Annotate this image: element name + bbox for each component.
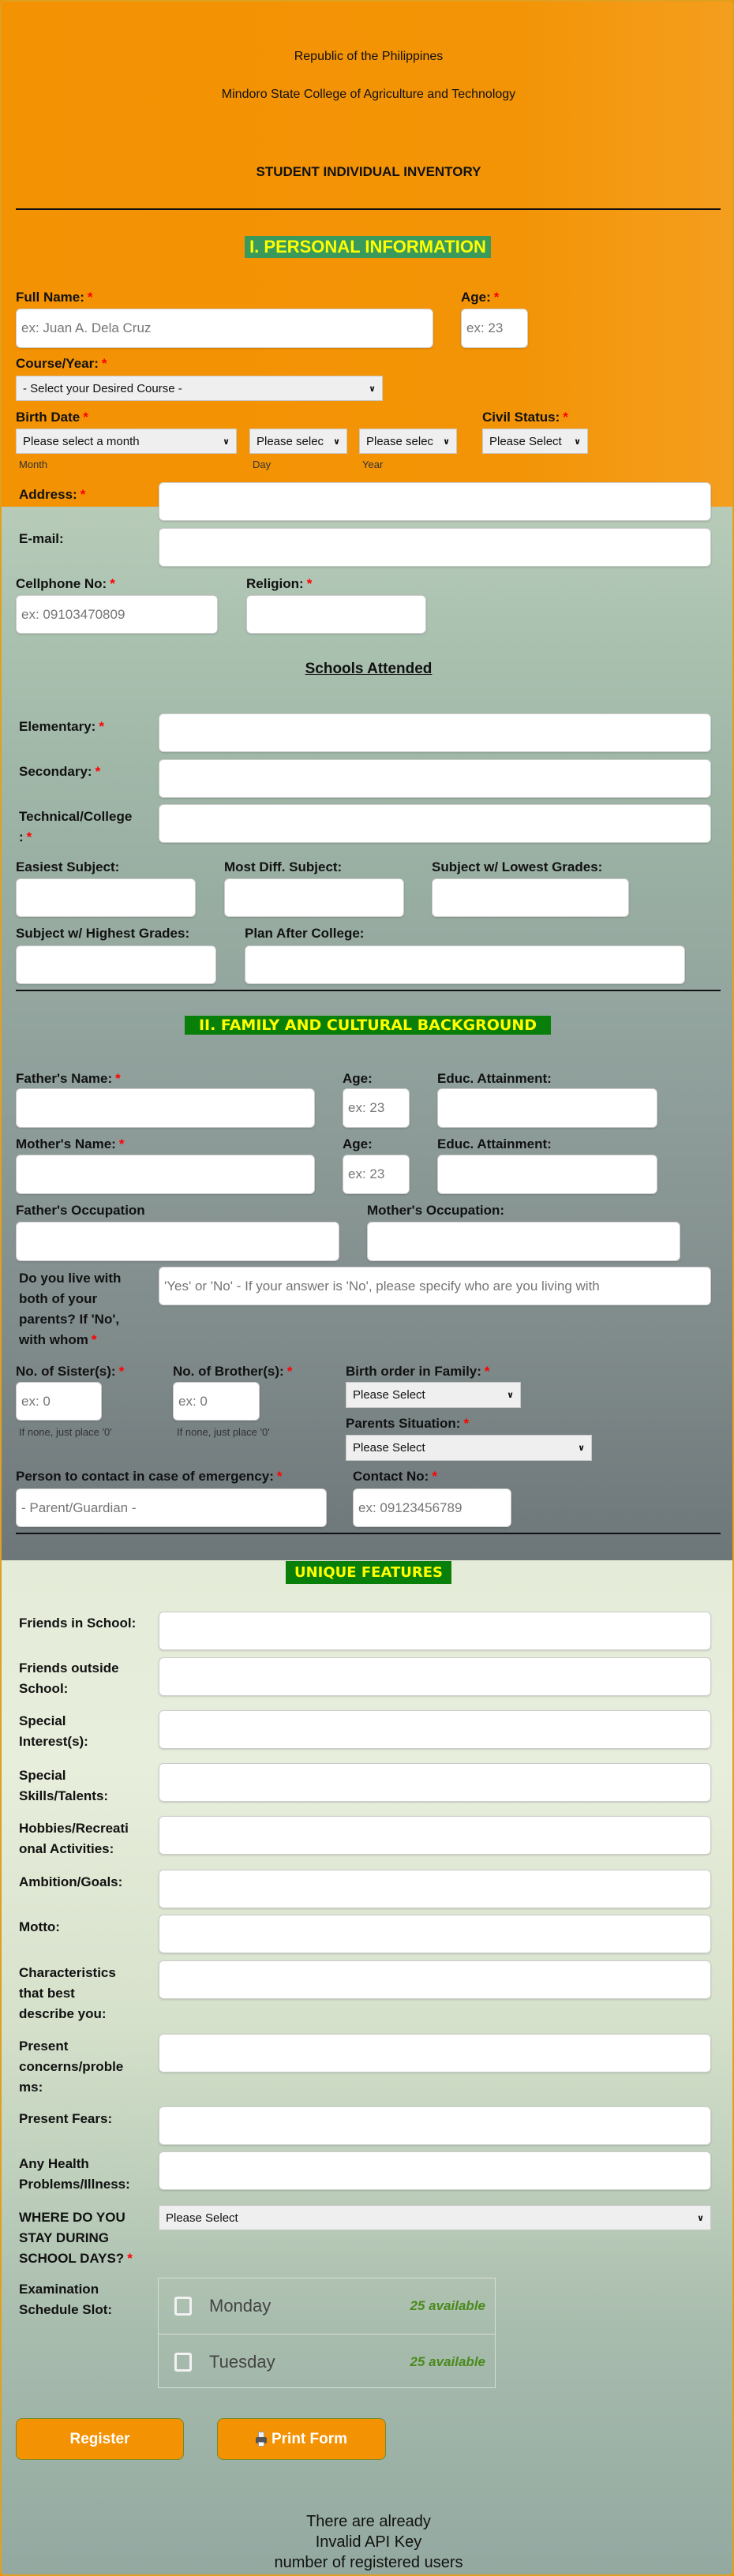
father-occupation-input[interactable] [16, 1222, 339, 1261]
health-problems-input[interactable] [159, 2151, 711, 2190]
cellphone-input[interactable] [16, 595, 218, 634]
slot-day-label: Tuesday [209, 2351, 275, 2372]
elementary-input[interactable] [159, 713, 711, 752]
friends-outside-school-input[interactable] [159, 1657, 711, 1696]
father-occupation-label: Father's Occupation [16, 1203, 145, 1218]
print-form-button[interactable]: Print Form [217, 2418, 386, 2460]
highest-grades-input[interactable] [16, 945, 216, 984]
brothers-input[interactable] [173, 1382, 260, 1421]
exam-slot-option-monday[interactable] [159, 2278, 495, 2334]
health-problems-label: Any Health Problems/Illness: [19, 2156, 130, 2192]
lowest-grades-input[interactable] [432, 878, 629, 917]
full-name-label: Full Name: * [16, 290, 93, 305]
course-year-label: Course/Year: * [16, 356, 107, 371]
father-name-input[interactable] [16, 1088, 315, 1128]
slot-availability: 25 available [410, 2353, 485, 2369]
address-input[interactable] [159, 482, 711, 521]
mother-age-label: Age: [343, 1136, 373, 1151]
chevron-down-icon: ∨ [697, 2213, 704, 2223]
mother-name-input[interactable] [16, 1155, 315, 1194]
birth-month-select[interactable]: Please select a month ∨ [16, 429, 237, 454]
birth-date-label: Birth Date * [16, 410, 88, 425]
present-fears-label: Present Fears: [19, 2111, 113, 2126]
special-interests-label: Special Interest(s): [19, 1713, 88, 1749]
slot-day-label: Monday [209, 2296, 272, 2316]
emergency-contact-label: Person to contact in case of emergency: * [16, 1469, 283, 1484]
parents-situation-select[interactable]: Please Select ∨ [346, 1435, 592, 1461]
present-fears-input[interactable] [159, 2106, 711, 2145]
mother-educ-input[interactable] [437, 1155, 657, 1194]
friends-in-school-input[interactable] [159, 1612, 711, 1650]
register-button[interactable]: Register [16, 2418, 184, 2460]
birth-order-label: Birth order in Family: * [346, 1364, 490, 1379]
father-age-label: Age: [343, 1071, 373, 1086]
mother-name-label: Mother's Name: * [16, 1136, 125, 1151]
special-skills-input[interactable] [159, 1763, 711, 1802]
highest-grades-label: Subject w/ Highest Grades: [16, 926, 190, 941]
stay-during-school-select[interactable]: Please Select ∨ [159, 2205, 711, 2230]
sisters-label: No. of Sister(s): * [16, 1364, 125, 1379]
email-label: E-mail: [19, 531, 64, 546]
email-input[interactable] [159, 528, 711, 567]
year-sublabel: Year [362, 459, 384, 470]
lowest-grades-label: Subject w/ Lowest Grades: [432, 859, 603, 874]
most-diff-subject-input[interactable] [224, 878, 404, 917]
chevron-down-icon: ∨ [223, 436, 230, 447]
section-heading-personal-information: I. PERSONAL INFORMATION [245, 236, 491, 258]
checkbox[interactable] [174, 2353, 192, 2372]
age-label: Age: * [461, 290, 500, 305]
father-age-input[interactable] [343, 1088, 410, 1128]
footer-line-3: number of registered users [274, 2554, 463, 2571]
plan-after-college-input[interactable] [245, 945, 685, 984]
divider [16, 1533, 721, 1534]
live-with-parents-input[interactable] [159, 1267, 711, 1305]
elementary-label: Elementary: * [19, 719, 104, 734]
section-heading-unique-features: UNIQUE FEATURES [286, 1561, 451, 1584]
plan-after-college-label: Plan After College: [245, 926, 365, 941]
characteristics-label: Characteristics that best describe you: [19, 1965, 116, 2021]
chevron-down-icon: ∨ [333, 436, 340, 447]
civil-status-label: Civil Status: * [482, 410, 568, 425]
footer-line-2: Invalid API Key [315, 2533, 422, 2551]
printer-icon [256, 2432, 267, 2447]
hobbies-label: Hobbies/Recreati onal Activities: [19, 1821, 129, 1856]
emergency-contact-input[interactable] [16, 1488, 327, 1527]
section-heading-family-background: II. FAMILY AND CULTURAL BACKGROUND [185, 1016, 551, 1035]
course-year-select[interactable]: - Select your Desired Course - ∨ [16, 376, 383, 401]
friends-in-school-label: Friends in School: [19, 1616, 137, 1631]
live-with-parents-label: Do you live with both of your parents? If 'No', with whom * [19, 1271, 122, 1347]
footer-line-1: There are already [306, 2513, 431, 2530]
easiest-subject-label: Easiest Subject: [16, 859, 120, 874]
characteristics-input[interactable] [159, 1960, 711, 1999]
chevron-down-icon: ∨ [507, 1391, 514, 1400]
motto-label: Motto: [19, 1919, 60, 1934]
special-skills-label: Special Skills/Talents: [19, 1768, 109, 1803]
mother-age-input[interactable] [343, 1155, 410, 1194]
technical-college-input[interactable] [159, 804, 711, 843]
age-input[interactable] [461, 309, 528, 348]
friends-outside-school-label: Friends outside School: [19, 1661, 119, 1696]
sisters-input[interactable] [16, 1382, 102, 1421]
father-name-label: Father's Name: * [16, 1071, 121, 1086]
exam-slot-option-tuesday[interactable] [159, 2334, 495, 2389]
secondary-input[interactable] [159, 759, 711, 798]
schools-attended-heading: Schools Attended [305, 661, 433, 677]
address-label: Address: * [19, 487, 86, 502]
chevron-down-icon: ∨ [574, 436, 581, 447]
chevron-down-icon: ∨ [578, 1443, 585, 1453]
form-title: STUDENT INDIVIDUAL INVENTORY [256, 164, 481, 179]
father-educ-input[interactable] [437, 1088, 657, 1128]
easiest-subject-input[interactable] [16, 878, 196, 917]
religion-label: Religion: * [246, 576, 313, 591]
civil-status-select[interactable]: Please Select ∨ [482, 429, 588, 454]
month-sublabel: Month [19, 459, 48, 470]
exam-slot-group [158, 2278, 496, 2388]
religion-input[interactable] [246, 595, 426, 634]
ambition-goals-input[interactable] [159, 1870, 711, 1908]
parents-situation-label: Parents Situation: * [346, 1416, 470, 1431]
brothers-label: No. of Brother(s): * [173, 1364, 293, 1379]
most-diff-subject-label: Most Diff. Subject: [224, 859, 343, 874]
ambition-goals-label: Ambition/Goals: [19, 1874, 123, 1889]
exam-slot-label: Examination Schedule Slot: [19, 2282, 113, 2317]
header-republic: Republic of the Philippines [294, 50, 444, 63]
chevron-down-icon: ∨ [369, 384, 376, 394]
present-concerns-input[interactable] [159, 2034, 711, 2072]
present-concerns-label: Present concerns/proble ms: [19, 2039, 124, 2095]
contact-no-input[interactable] [353, 1488, 511, 1527]
slot-availability: 25 available [410, 2298, 485, 2313]
birth-day-select[interactable]: Please selec ∨ [249, 429, 347, 454]
stay-during-school-label: WHERE DO YOU STAY DURING SCHOOL DAYS? * [19, 2210, 133, 2266]
chevron-down-icon: ∨ [443, 436, 450, 447]
motto-input[interactable] [159, 1915, 711, 1953]
technical-college-label: Technical/College : * [19, 809, 133, 844]
divider [16, 990, 721, 991]
father-educ-label: Educ. Attainment: [437, 1071, 552, 1086]
brothers-hint: If none, just place '0' [177, 1426, 270, 1438]
checkbox[interactable] [174, 2297, 192, 2316]
hobbies-input[interactable] [159, 1816, 711, 1855]
birth-year-select[interactable]: Please selec ∨ [359, 429, 457, 454]
contact-no-label: Contact No: * [353, 1469, 437, 1484]
divider [16, 208, 721, 210]
cellphone-label: Cellphone No: * [16, 576, 115, 591]
birth-order-select[interactable]: Please Select ∨ [346, 1382, 521, 1408]
sisters-hint: If none, just place '0' [19, 1426, 112, 1438]
mother-educ-label: Educ. Attainment: [437, 1136, 552, 1151]
secondary-label: Secondary: * [19, 764, 101, 779]
day-sublabel: Day [253, 459, 272, 470]
header-college-name: Mindoro State College of Agriculture and Technology [221, 88, 516, 101]
full-name-input[interactable] [16, 309, 433, 348]
mother-occupation-input[interactable] [367, 1222, 680, 1261]
special-interests-input[interactable] [159, 1710, 711, 1749]
mother-occupation-label: Mother's Occupation: [367, 1203, 505, 1218]
